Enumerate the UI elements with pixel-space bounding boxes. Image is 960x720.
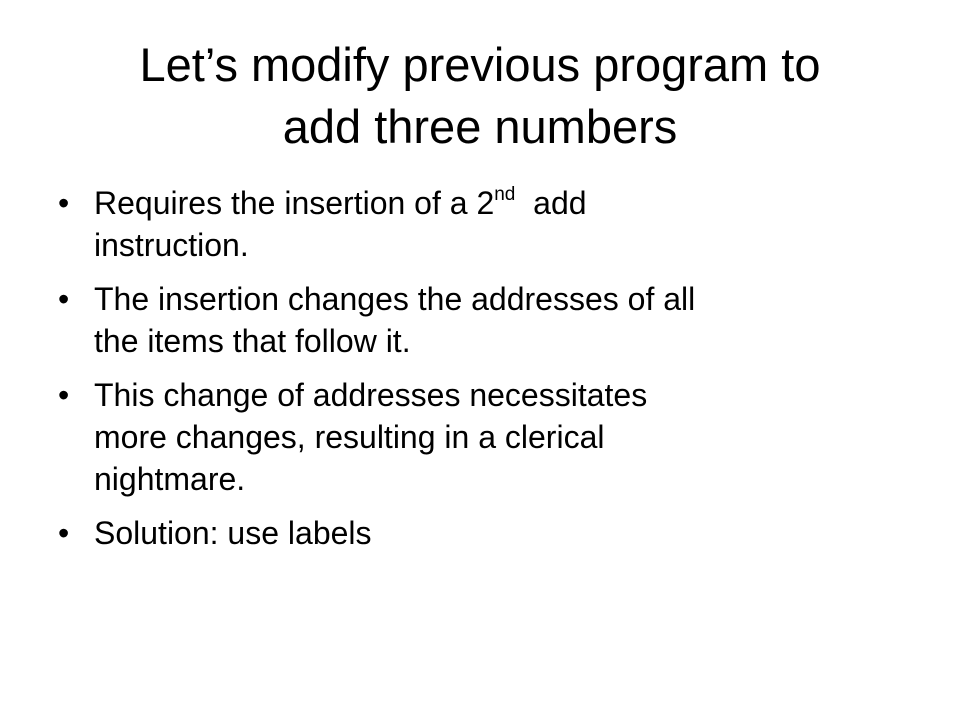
bullet-text: [94, 374, 858, 500]
ordinal-superscript: nd: [494, 184, 516, 205]
bullet-item: [58, 512, 858, 554]
bullet-icon: •: [58, 185, 70, 221]
bullet-icon: •: [58, 515, 70, 551]
bullet-line: the items that follow it.: [94, 323, 411, 359]
bullet-icon: •: [58, 281, 70, 317]
bullet-text: [94, 512, 858, 554]
bullet-line-text: Requires the insertion of a 2: [94, 185, 495, 221]
bullet-line: Solution: use labels: [94, 515, 372, 551]
bullet-item: [58, 374, 858, 500]
bullet-line: [94, 182, 858, 224]
title-line: add three numbers: [282, 100, 678, 153]
bullet-text: [94, 182, 858, 266]
bullet-line: more changes, resulting in a clerical: [94, 419, 605, 455]
bullet-line: The insertion changes the addresses of all: [94, 281, 696, 317]
bullet-line: nightmare.: [94, 461, 246, 497]
bullet-icon: •: [58, 377, 70, 413]
bullet-list: [58, 182, 858, 566]
bullet-line: instruction.: [94, 227, 249, 263]
bullet-item: [58, 182, 858, 266]
bullet-line: This change of addresses necessitates: [94, 377, 648, 413]
bullet-text: [94, 278, 858, 362]
slide-title: [72, 34, 888, 158]
title-line: Let’s modify previous program to: [139, 38, 821, 91]
bullet-line-text: add: [515, 185, 587, 221]
bullet-item: [58, 278, 858, 362]
